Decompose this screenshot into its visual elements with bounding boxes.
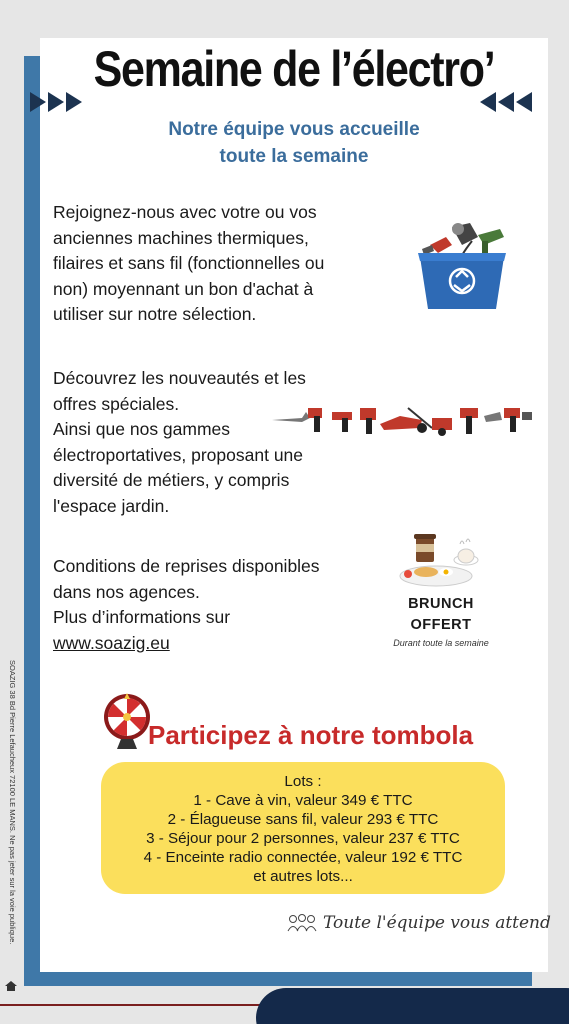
tombola-title: Participez à notre tombola xyxy=(148,720,474,750)
paragraph-line: non) moyennant un bon d'achat à xyxy=(53,278,314,299)
brunch-line: OFFERT xyxy=(410,617,472,633)
subtitle xyxy=(40,116,548,170)
prize-line: Lots : xyxy=(284,773,322,790)
prize-list-box xyxy=(101,762,505,894)
legal-note-text: SOAZIG 38 Bd Pierre Lefaucheux 72100 LE MANS. Ne pas jeter sur la voie publique. xyxy=(8,660,17,945)
prize-line: 1 - Cave à vin, valeur 349 € TTC xyxy=(193,792,413,809)
paragraph-line: Ainsi que nos gammes xyxy=(53,419,231,439)
prize-line: et autres lots... xyxy=(253,868,353,885)
paragraph-line: diversité de métiers, y compris xyxy=(53,470,290,490)
discover-paragraph xyxy=(53,366,306,519)
paragraph-line: électroportatives, proposant une xyxy=(53,444,304,465)
recycle-bin-with-tools-icon xyxy=(412,215,512,315)
website-link[interactable]: www.soazig.eu xyxy=(53,632,170,653)
paragraph-line: offres spéciales. xyxy=(53,393,180,414)
paragraph-line: Rejoignez-nous avec votre ou vos xyxy=(53,202,317,222)
takeback-paragraph xyxy=(53,200,324,328)
legal-note xyxy=(3,660,17,980)
paragraph-line: Découvrez les nouveautés et les xyxy=(53,368,306,388)
prize-line: 4 - Enceinte radio connectée, valeur 192 € TTC xyxy=(143,849,463,866)
paragraph-line: Plus d’informations sur xyxy=(53,607,231,627)
right-arrows-icon xyxy=(480,92,532,112)
prize-line: 2 - Élagueuse sans fil, valeur 293 € TTC xyxy=(167,811,439,828)
paragraph-line: dans nos agences. xyxy=(53,581,200,602)
conditions-paragraph xyxy=(53,554,320,656)
paragraph-line: l'espace jardin. xyxy=(53,495,170,516)
team-signature xyxy=(287,908,551,938)
paragraph-line: anciennes machines thermiques, xyxy=(53,227,309,248)
brunch-offer-title xyxy=(382,594,500,636)
team-people-icon xyxy=(287,913,317,933)
subtitle-line: toute la semaine xyxy=(219,146,369,167)
brunch-line: BRUNCH xyxy=(408,596,474,612)
subtitle-line: Notre équipe vous accueille xyxy=(168,119,420,140)
small-logo-icon xyxy=(4,980,18,992)
prize-line: 3 - Séjour pour 2 personnes, valeur 237 € TTC xyxy=(146,830,460,847)
paragraph-line: Conditions de reprises disponibles xyxy=(53,556,320,576)
left-arrows-icon xyxy=(30,92,82,112)
signature-text: Toute l'équipe vous attend xyxy=(323,913,551,933)
power-tools-row-icon xyxy=(272,398,534,438)
page-title: Semaine de l’électro’ xyxy=(93,41,495,97)
prize-wheel-icon xyxy=(101,693,153,751)
brunch-plate-icon xyxy=(396,530,486,590)
brunch-subtitle: Durant toute la semaine xyxy=(393,638,489,648)
paragraph-line: utiliser sur notre sélection. xyxy=(53,304,257,324)
paragraph-line: filaires et sans fil (fonctionnelles ou xyxy=(53,253,325,273)
bottom-navy-shape xyxy=(256,988,569,1024)
